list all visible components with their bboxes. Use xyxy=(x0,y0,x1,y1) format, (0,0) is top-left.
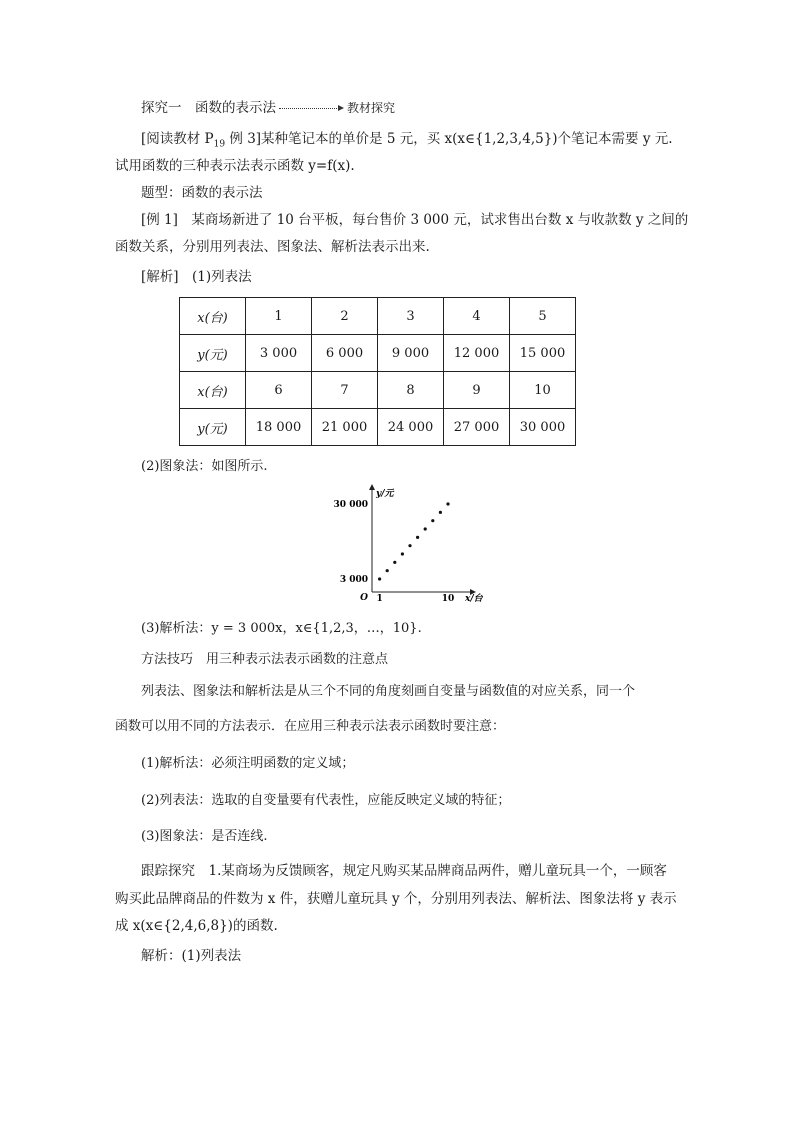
data-point xyxy=(446,502,449,505)
data-point xyxy=(416,536,419,539)
method-line-2: 函数可以用不同的方法表示．在应用三种表示法表示函数时要注意： xyxy=(115,719,506,734)
table-cell: 7 xyxy=(312,372,378,409)
reading-line-2: 试用函数的三种表示法表示函数 y=f(x). xyxy=(115,158,355,174)
table-cell: 6 xyxy=(246,372,312,409)
data-point xyxy=(378,577,381,580)
reading-pre: [阅读教材 P xyxy=(141,131,214,147)
section-tag: 教材探究 xyxy=(347,101,396,115)
table-cell: 24 000 xyxy=(378,409,444,446)
x-axis-label: x/台 xyxy=(465,594,483,604)
data-point xyxy=(408,544,411,547)
table-cell: 12 000 xyxy=(444,335,510,372)
method-item-3: (3)图象法：是否连线. xyxy=(141,829,268,844)
table-row xyxy=(180,335,576,372)
table-cell: 1 xyxy=(246,298,312,335)
table-cell: 9 000 xyxy=(378,335,444,372)
data-point xyxy=(401,552,404,555)
method-title: 方法技巧 用三种表示法表示函数的注意点 xyxy=(141,652,389,667)
section-header xyxy=(141,96,395,116)
origin-label: O xyxy=(360,593,368,603)
table-row-header: y(元) xyxy=(180,335,246,372)
table-row-header: y(元) xyxy=(180,409,246,446)
data-point xyxy=(431,519,434,522)
table-cell: 2 xyxy=(312,298,378,335)
data-point xyxy=(393,561,396,564)
table-row xyxy=(180,409,576,446)
section-title: 探究一 函数的表示法 xyxy=(141,100,276,116)
follow-line-1: 跟踪探究 1.某商场为反馈顾客，规定凡购买某品牌商品两件，赠儿童玩具一个，一顾客 xyxy=(141,863,667,879)
table-cell: 6 000 xyxy=(312,335,378,372)
example-line-1: [例 1] 某商场新进了 10 台平板，每台售价 3 000 元，试求售出台数 x 与收款数 y 之间的 xyxy=(141,212,689,228)
graph-head: (2)图象法：如图所示. xyxy=(141,459,268,474)
y-axis-label: y/元 xyxy=(376,489,394,499)
topic-label: 题型：函数的表示法 xyxy=(141,185,263,201)
table-cell: 9 xyxy=(444,372,510,409)
table-cell: 27 000 xyxy=(444,409,510,446)
reading-sub: 19 xyxy=(213,139,226,150)
table-cell: 18 000 xyxy=(246,409,312,446)
x-tick-label: 1 xyxy=(376,594,383,604)
table-row xyxy=(180,372,576,409)
table-cell: 5 xyxy=(510,298,576,335)
table-cell: 3 000 xyxy=(246,335,312,372)
solution-head: [解析] (1)列表法 xyxy=(141,269,252,285)
table-row-header: x(台) xyxy=(180,372,246,409)
arrow-right-icon xyxy=(279,108,339,110)
table-row-header: x(台) xyxy=(180,298,246,335)
y-axis-arrow-icon xyxy=(369,484,375,490)
final-line: 解析：(1)列表法 xyxy=(141,948,242,964)
data-point xyxy=(424,527,427,530)
follow-line-3: 成 x(x∈{2,4,6,8})的函数. xyxy=(115,918,278,934)
x-tick-label: 10 xyxy=(441,594,455,604)
table-cell: 21 000 xyxy=(312,409,378,446)
table-cell: 15 000 xyxy=(510,335,576,372)
y-tick-label: 30 000 xyxy=(333,500,368,510)
analytic-line: (3)解析法：y = 3 000x，x∈{1,2,3，…，10}. xyxy=(141,621,422,636)
value-table xyxy=(179,297,576,446)
reading-post: 例 3]某种笔记本的单价是 5 元，买 x(x∈{1,2,3,4,5})个笔记本需要 y 元. xyxy=(225,131,673,147)
table-cell: 3 xyxy=(378,298,444,335)
data-point xyxy=(439,511,442,514)
table-cell: 10 xyxy=(510,372,576,409)
data-point xyxy=(386,569,389,572)
method-item-1: (1)解析法：必须注明函数的定义域； xyxy=(141,756,355,771)
reading-line-1 xyxy=(141,127,673,150)
y-tick-label: 3 000 xyxy=(339,575,368,585)
table-row xyxy=(180,298,576,335)
follow-line-2: 购买此品牌商品的件数为 x 件，获赠儿童玩具 y 个，分别用列表法、解析法、图象法将 y 表示 xyxy=(115,891,677,907)
scatter-chart xyxy=(330,482,483,604)
method-item-2: (2)列表法：选取的自变量要有代表性，应能反映定义域的特征； xyxy=(141,793,511,808)
table-cell: 30 000 xyxy=(510,409,576,446)
table-cell: 8 xyxy=(378,372,444,409)
example-line-2: 函数关系，分别用列表法、图象法、解析法表示出来. xyxy=(115,239,430,255)
table-cell: 4 xyxy=(444,298,510,335)
method-line-1: 列表法、图象法和解析法是从三个不同的角度刻画自变量与函数值的对应关系，同一个 xyxy=(141,684,636,699)
